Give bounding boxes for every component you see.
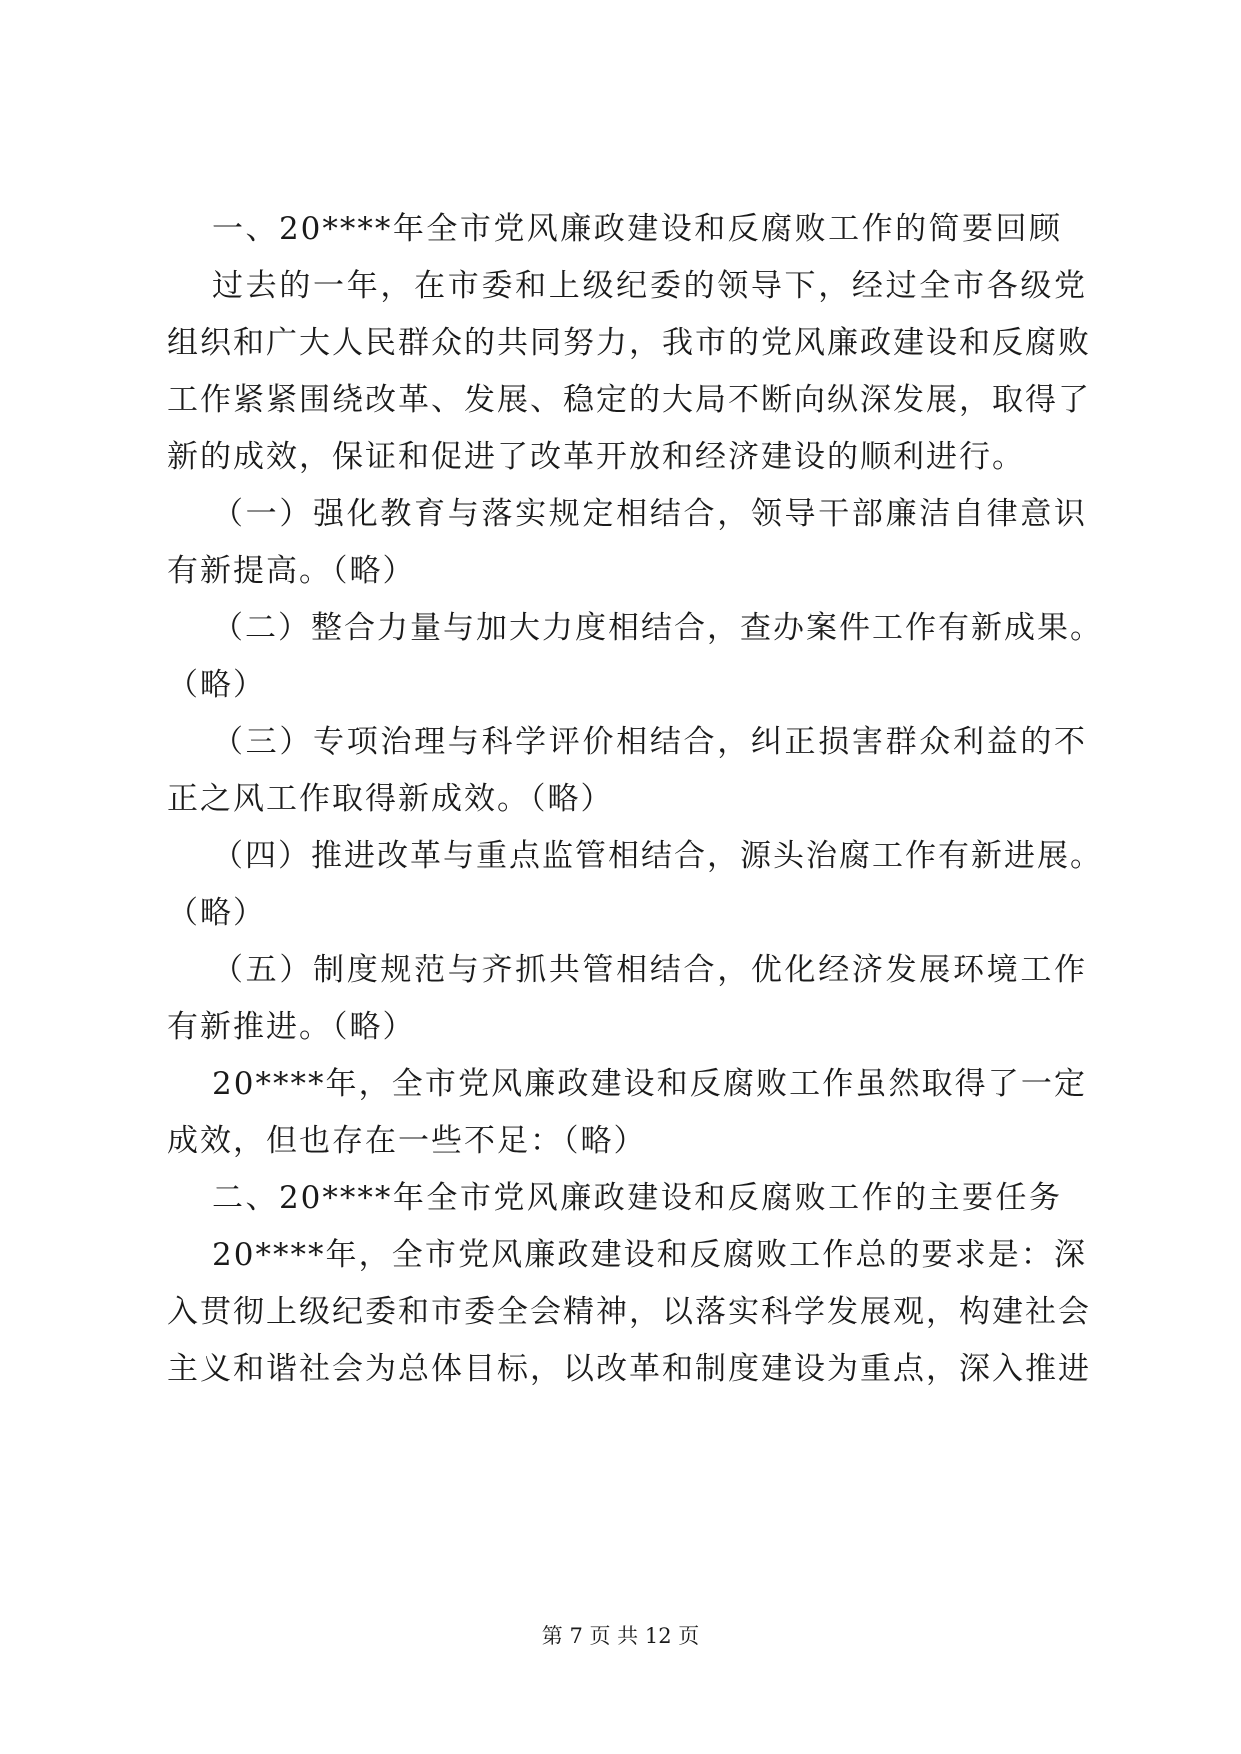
paragraph-line: 20****年，全市党风廉政建设和反腐败工作虽然取得了一定: [212, 1066, 1087, 1102]
paragraph-line: 有新提高。（略）: [167, 553, 416, 589]
page-number-footer: 第 7 页 共 12 页: [541, 1624, 700, 1648]
paragraph-line: 组织和广大人民群众的共同努力，我市的党风廉政建设和反腐败: [167, 325, 1091, 361]
paragraph-line: 主义和谐社会为总体目标，以改革和制度建设为重点，深入推进: [167, 1351, 1091, 1387]
paragraph-line: （略）: [167, 667, 266, 703]
paragraph-line: 入贯彻上级纪委和市委全会精神，以落实科学发展观，构建社会: [167, 1294, 1091, 1330]
subsection-item-3: （三）专项治理与科学评价相结合，纠正损害群众利益的不: [212, 724, 1087, 760]
paragraph-line: 成效，但也存在一些不足：（略）: [167, 1123, 647, 1159]
subsection-item-5: （五）制度规范与齐抓共管相结合，优化经济发展环境工作: [212, 952, 1087, 988]
paragraph-line: 20****年，全市党风廉政建设和反腐败工作总的要求是：深: [212, 1237, 1087, 1273]
paragraph-line: （略）: [167, 895, 266, 931]
paragraph-line: 正之风工作取得新成效。（略）: [167, 781, 614, 817]
section-heading-2: 二、20****年全市党风廉政建设和反腐败工作的主要任务: [212, 1180, 1062, 1216]
subsection-item-1: （一）强化教育与落实规定相结合，领导干部廉洁自律意识: [212, 496, 1087, 532]
paragraph-line: 有新推进。（略）: [167, 1009, 416, 1045]
subsection-item-2: （二）整合力量与加大力度相结合，查办案件工作有新成果。: [212, 610, 1103, 646]
paragraph-line: 新的成效，保证和促进了改革开放和经济建设的顺利进行。: [167, 439, 1025, 475]
paragraph-line: 过去的一年，在市委和上级纪委的领导下，经过全市各级党: [212, 268, 1087, 304]
paragraph-line: 工作紧紧围绕改革、发展、稳定的大局不断向纵深发展，取得了: [167, 382, 1091, 418]
section-heading-1: 一、20****年全市党风廉政建设和反腐败工作的简要回顾: [212, 211, 1062, 247]
subsection-item-4: （四）推进改革与重点监管相结合，源头治腐工作有新进展。: [212, 838, 1103, 874]
